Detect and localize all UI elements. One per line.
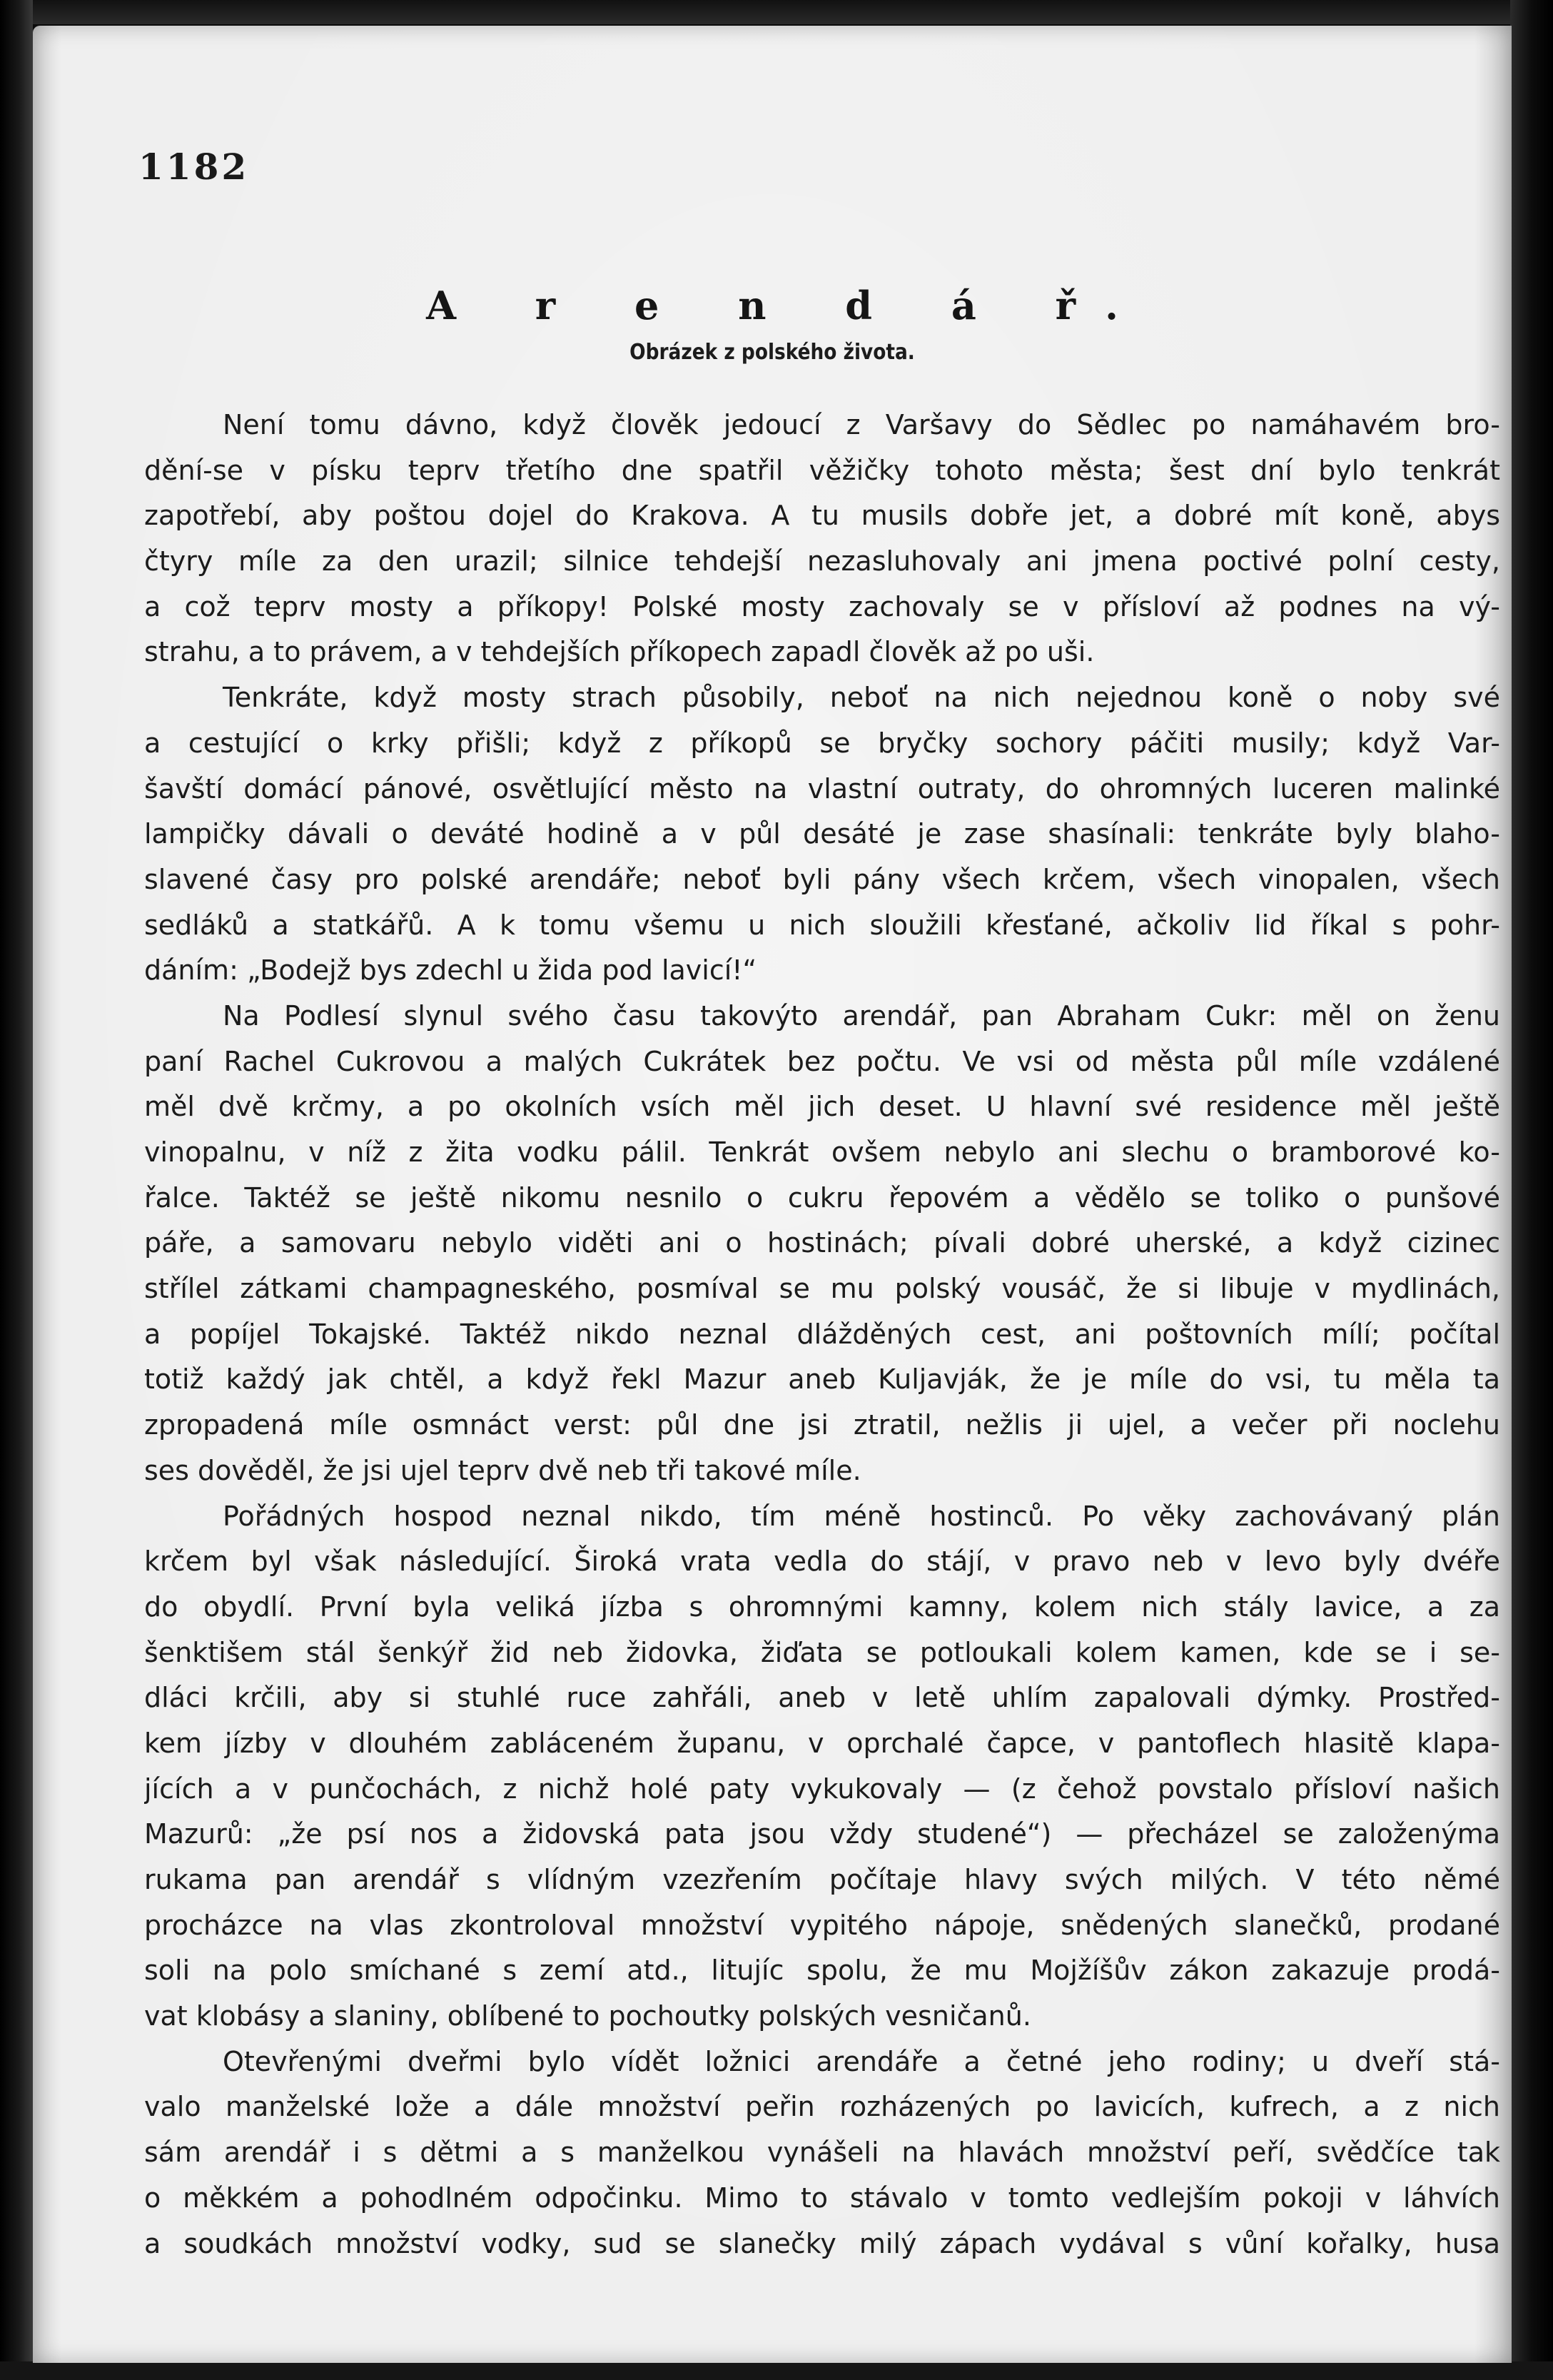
text-line: Otevřenými dveřmi bylo vídět ložnici arendáře a četné jeho rodiny; u dveří stá- (223, 2045, 1500, 2077)
text-line: krčem byl však následující. Široká vrata vedla do stájí, v pravo neb v levo byly dvéře (144, 1546, 1500, 1578)
text-line: vat klobásy a slaniny, oblíbené to pochoutky polských vesničanů. (144, 2000, 1031, 2032)
text-line: vinopalnu, v níž z žita vodku pálil. Tenkrát ovšem nebylo ani slechu o bramborové ko- (144, 1136, 1500, 1168)
page-number: 1182 (138, 146, 250, 188)
film-frame-bottom (0, 2361, 1553, 2380)
text-line: zpropadená míle osmnáct verst: půl dne jsi ztratil, nežlis ji ujel, a večer při noclehu (144, 1409, 1500, 1441)
text-line: sám arendář i s dětmi a s manželkou vynášeli na hlavách množství peří, svědčíce tak (144, 2137, 1500, 2169)
text-line: Není tomu dávno, když člověk jedoucí z Varšavy do Sědlec po namáhavém bro- (223, 409, 1500, 440)
text-line: a soudkách množství vodky, sud se slanečky milý zápach vydával s vůní kořalky, husa (144, 2227, 1500, 2259)
text-line: valo manželské lože a dále množství peřin rozházených po lavicích, kufrech, a z nich (144, 2091, 1500, 2123)
text-line: procházce na vlas zkontroloval množství vypitého nápoje, snědených slanečků, prodané (144, 1909, 1500, 1941)
text-line: paní Rachel Cukrovou a malých Cukrátek bez počtu. Ve vsi od města půl míle vzdálené (144, 1045, 1500, 1077)
text-line: strahu, a to právem, a v tehdejších příkopech zapadl člověk až po uši. (144, 636, 1095, 668)
text-line: šenktišem stál šenkýř žid neb židovka, žiďata se potloukali kolem kamen, kde se i se- (144, 1636, 1500, 1668)
text-line: měl dvě krčmy, a po okolních vsích měl jich deset. U hlavní své residence měl ještě (144, 1091, 1500, 1123)
article-subtitle: Obrázek z polského života. (629, 340, 915, 365)
text-line: o měkkém a pohodlném odpočinku. Mimo to stávalo v tomto vedlejším pokoji v láhvích (144, 2182, 1500, 2214)
text-line: a cestující o krky přišli; když z příkopů se bryčky sochory páčiti musily; když Var- (144, 727, 1500, 759)
text-line: kem jízby v dlouhém zabláceném županu, v oprchalé čapce, v pantoflech hlasitě klapa- (144, 1727, 1500, 1759)
text-line: dáním: „Bodejž bys zdechl u žida pod lavicí!“ (144, 954, 757, 987)
text-line: řalce. Taktéž se ještě nikomu nesnilo o cukru řepovém a vědělo se toliko o punšové (144, 1181, 1500, 1214)
text-line: páře, a samovaru nebylo viděti ani o hostinách; pívali dobré uherské, a když cizinec (144, 1227, 1500, 1259)
text-line: dláci krčili, aby si stuhlé ruce zahřáli, aneb v letě uhlím zapalovali dýmky. Prostřed- (144, 1682, 1500, 1714)
text-line: do obydlí. První byla veliká jízba s ohromnými kamny, kolem nich stály lavice, a za (144, 1590, 1500, 1623)
article-title: A r e n d á ř. (426, 283, 1151, 328)
text-line: čtyry míle za den urazil; silnice tehdejší nezasluhovaly ani jmena poctivé polní cesty, (144, 545, 1500, 578)
film-frame-top (0, 0, 1553, 24)
text-line: a popíjel Tokajské. Taktéž nikdo neznal dlážděných cest, ani poštovních mílí; počítal (144, 1318, 1500, 1350)
text-line: dění-se v písku teprv třetího dne spatřil věžičky tohoto města; šest dní bylo tenkrát (144, 454, 1500, 486)
text-line: zapotřebí, aby poštou dojel do Krakova. A tu musils dobře jet, a dobré mít koně, abys (144, 500, 1500, 532)
text-line: rukama pan arendář s vlídným vzezřením počítaje hlavy svých milých. V této němé (144, 1864, 1500, 1895)
text-line: střílel zátkami champagneského, posmíval se mu polský vousáč, že si libuje v mydlinách, (144, 1273, 1500, 1305)
text-line: šavští domácí pánové, osvětlující město na vlastní outraty, do ohromných luceren malinké (144, 772, 1500, 805)
film-frame-right (1510, 0, 1553, 2380)
text-line: slavené časy pro polské arendáře; neboť byli pány všech krčem, všech vinopalen, všech (144, 863, 1500, 895)
text-line: jících a v punčochách, z nichž holé paty vykukovaly — (z čehož povstalo přísloví našich (144, 1773, 1500, 1805)
text-line: ses dověděl, že jsi ujel teprv dvě neb tři takové míle. (144, 1454, 861, 1486)
text-line: a což teprv mosty a příkopy! Polské mosty zachovaly se v přísloví až podnes na vý- (144, 590, 1500, 622)
text-line: Mazurů: „že psí nos a židovská pata jsou vždy studené“) — přecházel se založenýma (144, 1818, 1500, 1850)
text-line: totiž každý jak chtěl, a když řekl Mazur aneb Kuljavják, že je míle do vsi, tu měla ta (144, 1363, 1500, 1396)
text-line: sedláků a statkářů. A k tomu všemu u nich sloužili křesťané, ačkoliv lid říkal s pohr- (144, 909, 1500, 941)
text-line: Tenkráte, když mosty strach působily, neboť na nich nejednou koně o noby své (223, 682, 1500, 714)
film-frame-left (0, 0, 33, 2380)
text-line: lampičky dávali o deváté hodině a v půl desáté je zase shasínali: tenkráte byly blaho- (144, 818, 1500, 850)
article-body (144, 403, 1500, 2266)
scanned-page (33, 26, 1512, 2363)
text-line: Pořádných hospod neznal nikdo, tím méně hostinců. Po věky zachovávaný plán (223, 1500, 1500, 1532)
text-line: Na Podlesí slynul svého času takovýto arendář, pan Abraham Cukr: měl on ženu (223, 999, 1500, 1032)
text-line: soli na polo smíchané s zemí atd., litujíc spolu, že mu Mojžíšův zákon zakazuje prodá- (144, 1955, 1500, 1987)
